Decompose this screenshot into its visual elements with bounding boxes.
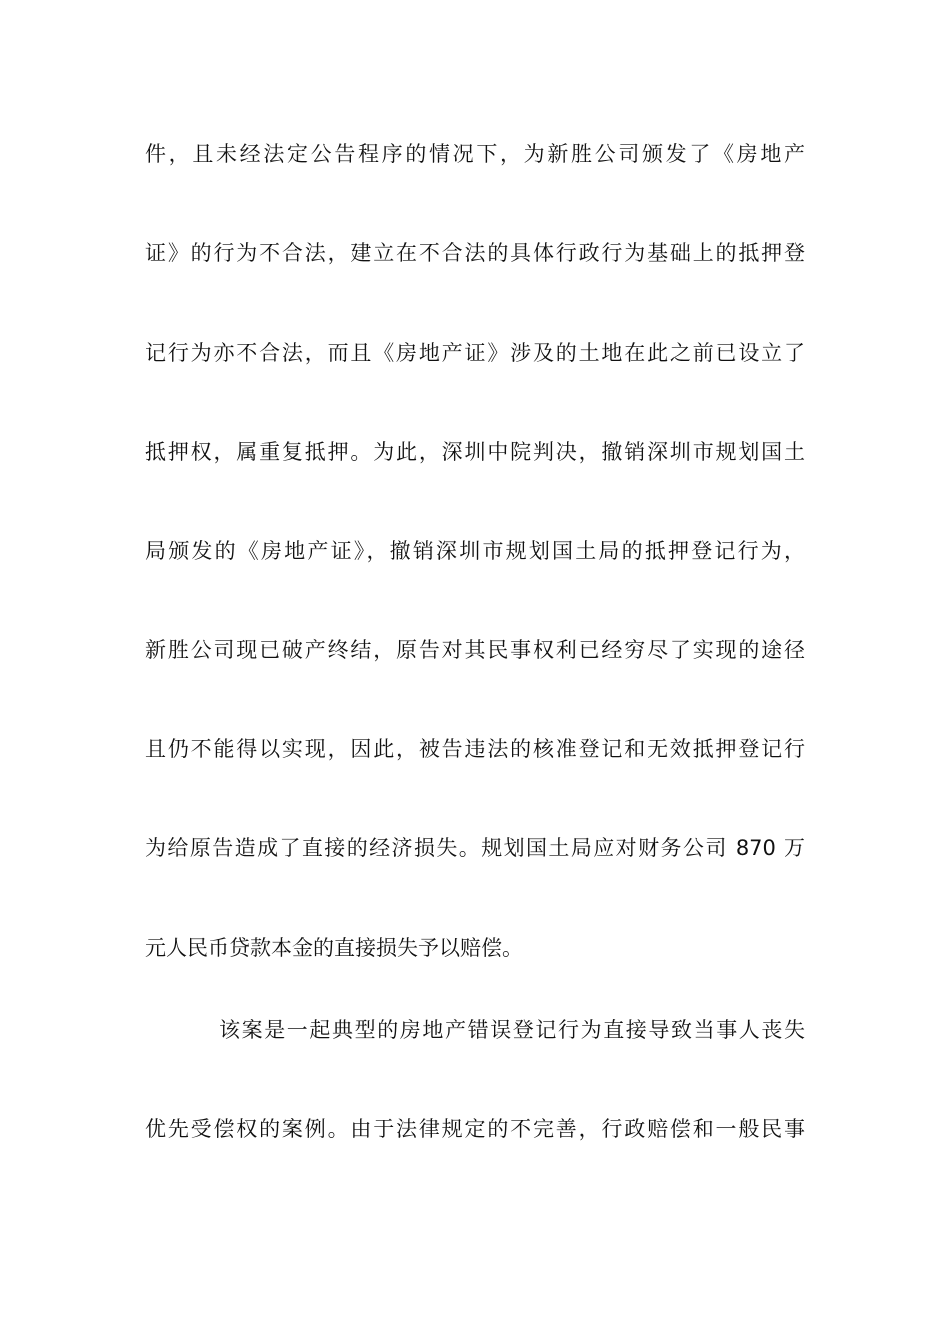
paragraph-line: 抵押权，属重复抵押。为此，深圳中院判决，撤销深圳市规划国土 [145,440,805,464]
paragraph-line: 元人民币贷款本金的直接损失予以赔偿。 [145,936,523,960]
paragraph-line: 记行为亦不合法，而且《房地产证》涉及的土地在此之前已设立了 [145,341,805,365]
paragraph-line: 局颁发的《房地产证》，撤销深圳市规划国土局的抵押登记行为， [145,539,805,563]
paragraph-line: 该案是一起典型的房地产错误登记行为直接导致当事人丧失 [219,1018,805,1042]
paragraph-line: 优先受偿权的案例。由于法律规定的不完善，行政赔偿和一般民事 [145,1117,805,1141]
paragraph-line: 证》的行为不合法，建立在不合法的具体行政行为基础上的抵押登 [145,241,805,265]
paragraph-line: 为给原告造成了直接的经济损失。规划国土局应对财务公司 870 万 [145,836,805,860]
paragraph-line: 新胜公司现已破产终结，原告对其民事权利已经穷尽了实现的途径 [145,638,805,662]
paragraph-line: 件，且未经法定公告程序的情况下，为新胜公司颁发了《房地产 [145,142,805,166]
paragraph-line: 且仍不能得以实现，因此，被告违法的核准登记和无效抵押登记行 [145,737,805,761]
